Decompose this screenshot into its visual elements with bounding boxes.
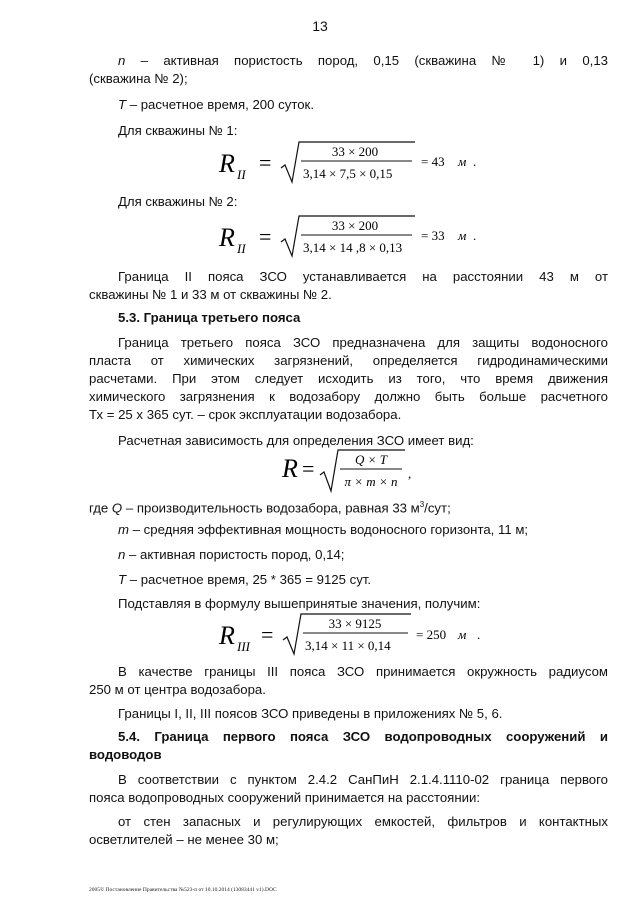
paragraph-appendix: Границы I, II, III поясов ЗСО приведены в приложениях № 5, 6. <box>118 706 503 721</box>
formula4-unit: м <box>458 627 467 642</box>
paragraph-third-4: химического загрязнения к водозабору должно быть больше расчетного <box>89 389 608 404</box>
paragraph-circle-cont: 250 м от центра водозабора. <box>89 682 266 697</box>
paragraph-time <box>89 96 608 114</box>
formula1-result: = 43 <box>421 154 445 169</box>
paragraph-thickness <box>89 521 608 539</box>
paragraph-walls-cont: осветлителей – не менее 30 м; <box>89 832 279 847</box>
formula2-num: 33 × 200 <box>331 218 379 233</box>
formula1-unit: м <box>458 154 467 169</box>
time-text: – расчетное время, 200 суток. <box>126 97 314 112</box>
formula-well2 <box>215 214 495 260</box>
paragraph-boundary: Граница II пояса ЗСО устанавливается на расстоянии 43 м от <box>118 269 608 284</box>
paragraph-porosity <box>89 52 608 70</box>
paragraph-third-3: расчетами. При этом следует исходить из того, что время движения <box>89 371 608 386</box>
formula2-end: . <box>473 228 477 243</box>
paragraph-porosity2 <box>89 546 608 564</box>
variable-q: Q <box>111 500 123 516</box>
formula1-den: 3,14 × 7,5 × 0,15 <box>303 166 393 181</box>
q-prefix: где <box>89 500 112 516</box>
paragraph-dependency: Расчетная зависимость для определения ЗСО имеет вид: <box>118 433 474 448</box>
heading-5-3: 5.3. Граница третьего пояса <box>118 310 301 325</box>
formula3-eq: = <box>302 456 315 481</box>
formula1-end: . <box>473 154 477 169</box>
formula1-num: 33 × 200 <box>331 144 379 159</box>
paragraph-porosity-cont: (скважина № 2); <box>89 71 188 86</box>
paragraph-boundary-cont: скважины № 1 и 33 м от скважины № 2. <box>89 287 332 302</box>
porosity2-text: – активная пористость пород, 0,14; <box>125 547 345 562</box>
formula4-eq: = <box>261 622 274 647</box>
formula3-num: Q × T <box>355 452 387 467</box>
formula4-num: 33 × 9125 <box>328 616 382 631</box>
variable-t2: T <box>118 572 127 587</box>
formula-well1 <box>215 140 495 186</box>
formula1-lhs: R <box>219 149 235 178</box>
formula2-lhs: R <box>219 223 235 252</box>
paragraph-third-1: Граница третьего пояса ЗСО предназначена для защиты водоносного <box>118 335 608 350</box>
q-superscript: 3 <box>419 500 425 509</box>
paragraph-walls: от стен запасных и регулирующих емкостей, фильтров и контактных <box>118 814 608 829</box>
variable-t: T <box>118 97 127 112</box>
formula2-result: = 33 <box>421 228 445 243</box>
document-footer: 2005© Постановление Правительства №523-п от 10.10.2014 (13083441 v1).DOC <box>89 887 277 893</box>
formula4-end: . <box>477 627 481 642</box>
porosity-text: – активная пористость пород, 0,15 (скважина № 1) и 0,13 <box>125 53 608 68</box>
formula4-sub: III <box>237 639 250 654</box>
paragraph-q <box>89 496 608 517</box>
formula3-end: , <box>408 466 412 481</box>
q-text: – производительность водозабора, равная 33 м <box>122 500 420 516</box>
formula4-den: 3,14 × 11 × 0,14 <box>305 638 391 653</box>
time2-text: – расчетное время, 25 * 365 = 9125 сут. <box>126 572 372 587</box>
formula4-result: = 250 <box>416 627 447 642</box>
formula2-unit: м <box>458 228 467 243</box>
well1-label: Для скважины № 1: <box>118 123 238 138</box>
page-number: 13 <box>312 18 328 34</box>
formula3-lhs: R <box>282 454 298 483</box>
formula1-eq: = <box>259 150 272 175</box>
heading-5-4: 5.4. Граница первого пояса ЗСО водопроводных сооружений и <box>118 729 608 744</box>
formula1-sub: II <box>237 167 246 182</box>
thickness-text: – средняя эффективная мощность водоносного горизонта, 11 м; <box>129 522 529 537</box>
heading-5-4-cont: водоводов <box>89 747 162 762</box>
paragraph-sanpin: В соответствии с пунктом 2.4.2 СанПиН 2.1.4.1110-02 граница первого <box>118 772 608 787</box>
paragraph-third-5: Тх = 25 х 365 сут. – срок эксплуатации водозабора. <box>89 407 402 422</box>
q-suffix: /сут; <box>424 500 451 516</box>
paragraph-substitute: Подставляя в формулу вышепринятые значения, получим: <box>118 596 481 611</box>
formula2-sub: II <box>237 241 246 256</box>
formula4-lhs: R <box>219 621 235 650</box>
paragraph-third-2: пласта от химических загрязнений, определяется гидродинамическими <box>89 353 608 368</box>
formula-third-zone <box>215 612 505 658</box>
formula3-den: π × m × n <box>344 474 398 489</box>
variable-n: n <box>118 53 126 68</box>
paragraph-sanpin-cont: пояса водопроводных сооружений принимается на расстоянии: <box>89 790 481 805</box>
paragraph-time2 <box>89 571 608 589</box>
variable-m: m <box>118 522 129 537</box>
variable-n2: n <box>118 547 126 562</box>
formula2-eq: = <box>259 224 272 249</box>
paragraph-circle: В качестве границы III пояса ЗСО принимается окружность радиусом <box>118 664 608 679</box>
formula2-den: 3,14 × 14 ,8 × 0,13 <box>303 240 403 255</box>
well2-label: Для скважины № 2: <box>118 194 238 209</box>
formula-general <box>280 447 430 495</box>
